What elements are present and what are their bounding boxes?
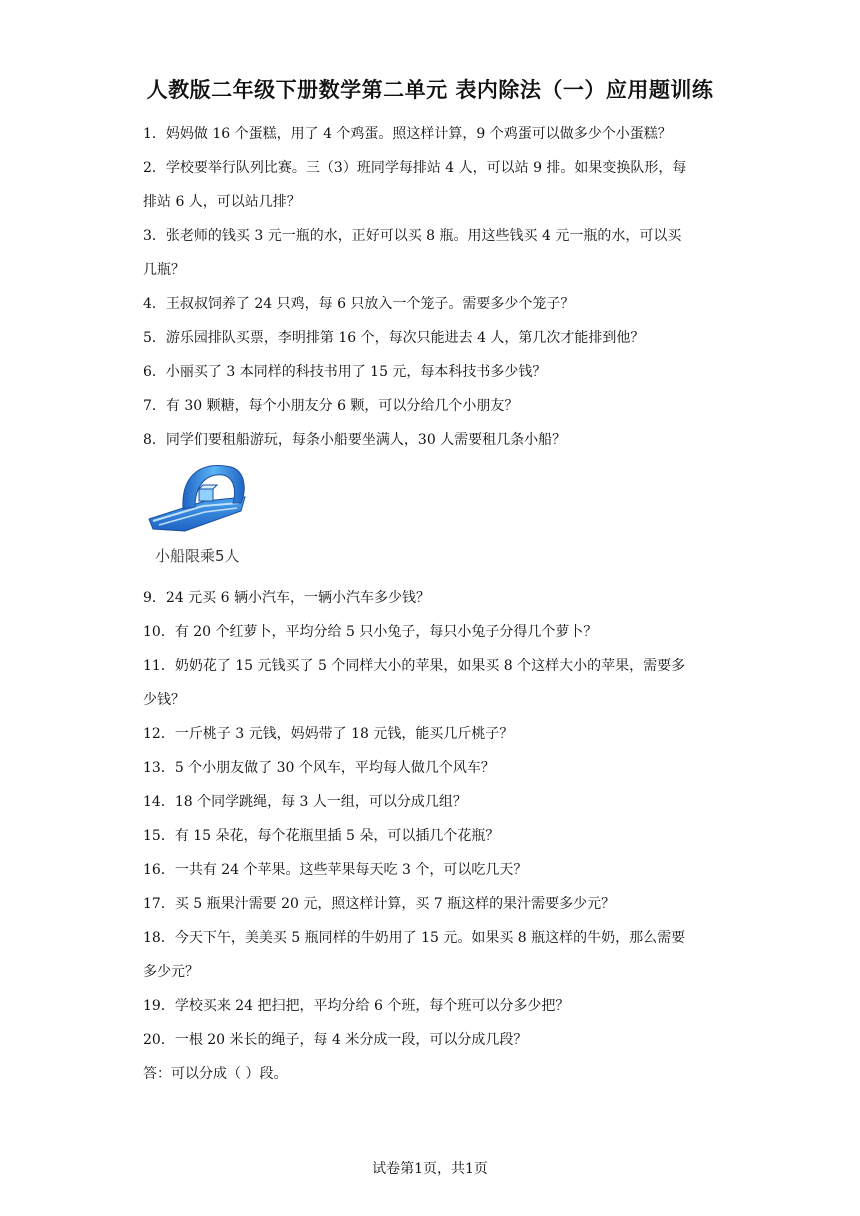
question-4: 4．王叔叔饲养了 24 只鸡，每 6 只放入一个笼子。需要多少个笼子？	[143, 296, 575, 312]
answer-line: 答：可以分成（ ）段。	[143, 1066, 288, 1082]
page-footer: 试卷第1页，共1页	[372, 1161, 488, 1177]
question-9: 9．24 元买 6 辆小汽车，一辆小汽车多少钱？	[143, 590, 430, 606]
question-7: 7．有 30 颗糖，每个小朋友分 6 颗，可以分给几个小朋友？	[143, 398, 519, 414]
question-17: 17．买 5 瓶果汁需要 20 元，照这样计算，买 7 瓶这样的果汁需要多少元？	[143, 896, 616, 912]
boat-figure	[143, 457, 723, 581]
question-3-line-1: 3．张老师的钱买 3 元一瓶的水，正好可以买 8 瓶。用这些钱买 4 元一瓶的水，可以买	[143, 228, 682, 244]
question-6: 6．小丽买了 3 本同样的科技书用了 15 元，每本科技书多少钱？	[143, 364, 547, 380]
question-18-line-1: 18．今天下午，美美买 5 瓶同样的牛奶用了 15 元。如果买 8 瓶这样的牛奶，那么需要	[143, 930, 686, 946]
question-15: 15．有 15 朵花，每个花瓶里插 5 朵，可以插几个花瓶？	[143, 828, 500, 844]
question-19: 19．学校买来 24 把扫把，平均分给 6 个班，每个班可以分多少把？	[143, 998, 570, 1014]
question-20: 20．一根 20 米长的绳子，每 4 米分成一段，可以分成几段？	[143, 1032, 528, 1048]
question-18-line-2: 多少元？	[143, 964, 199, 980]
boat-caption: 小船限乘5人	[155, 547, 240, 565]
question-12: 12．一斤桃子 3 元钱，妈妈带了 18 元钱，能买几斤桃子？	[143, 726, 514, 742]
boat-icon	[145, 459, 249, 545]
question-8: 8．同学们要租船游玩，每条小船要坐满人，30 人需要租几条小船？	[143, 432, 567, 448]
question-1: 1．妈妈做 16 个蛋糕，用了 4 个鸡蛋。照这样计算，9 个鸡蛋可以做多少个小蛋糕？	[143, 126, 672, 142]
question-16: 16．一共有 24 个苹果。这些苹果每天吃 3 个，可以吃几天？	[143, 862, 528, 878]
question-14: 14．18 个同学跳绳，每 3 人一组，可以分成几组？	[143, 794, 467, 810]
question-5: 5．游乐园排队买票，李明排第 16 个，每次只能进去 4 人，第几次才能排到他？	[143, 330, 645, 346]
question-10: 10．有 20 个红萝卜，平均分给 5 只小兔子，每只小兔子分得几个萝卜？	[143, 624, 598, 640]
question-11-line-2: 少钱？	[143, 692, 185, 708]
question-13: 13．5 个小朋友做了 30 个风车，平均每人做几个风车？	[143, 760, 495, 776]
question-3-line-2: 几瓶？	[143, 262, 185, 278]
page-title: 人教版二年级下册数学第二单元 表内除法（一）应用题训练	[146, 77, 714, 102]
question-list	[143, 117, 723, 1091]
question-11-line-1: 11．奶奶花了 15 元钱买了 5 个同样大小的苹果，如果买 8 个这样大小的苹果，需要多	[143, 658, 686, 674]
question-2-line-2: 排站 6 人，可以站几排？	[143, 194, 301, 210]
question-2-line-1: 2．学校要举行队列比赛。三（3）班同学每排站 4 人，可以站 9 排。如果变换队形，每	[143, 160, 687, 176]
